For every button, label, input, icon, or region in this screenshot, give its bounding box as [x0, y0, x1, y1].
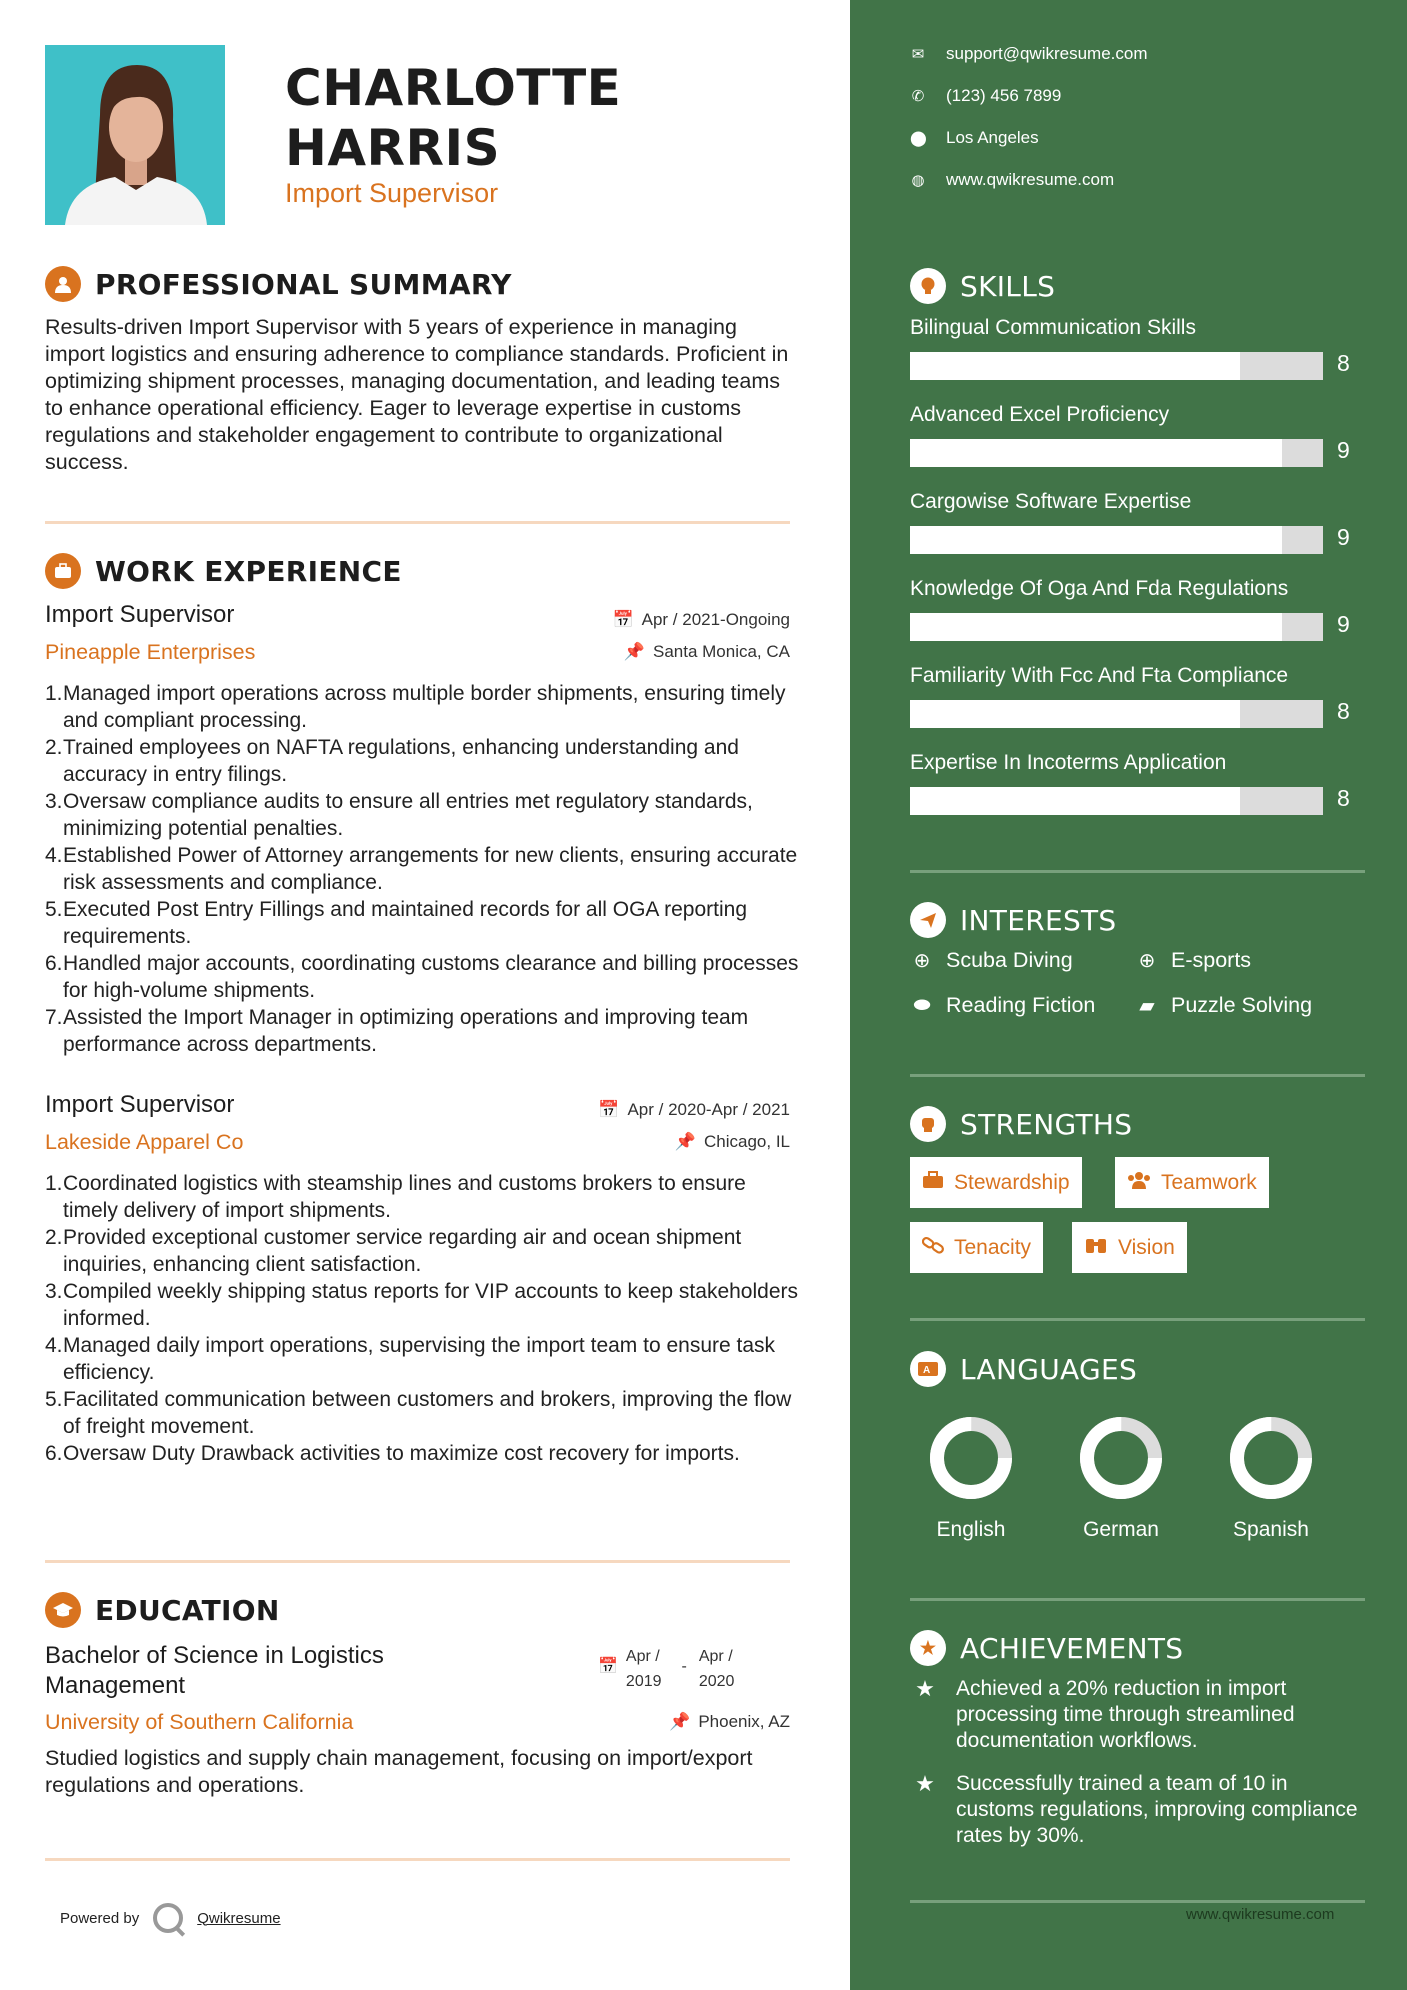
- profile-photo: [45, 45, 225, 225]
- interests-title: INTERESTS: [960, 903, 1117, 937]
- language-icon: [910, 1351, 946, 1387]
- skill-label: Familiarity With Fcc And Fta Compliance: [910, 664, 1289, 687]
- job-bullets: [45, 1170, 805, 1467]
- school-name: University of Southern California: [45, 1710, 354, 1734]
- skill-bar-fill: [910, 613, 1282, 641]
- job-company: Pineapple Enterprises: [45, 640, 256, 664]
- pin-icon: 📌: [674, 1132, 696, 1151]
- summary-title: PROFESSIONAL SUMMARY: [95, 267, 512, 301]
- job-bullets: [45, 680, 805, 1058]
- languages-heading: [910, 1351, 1137, 1387]
- section-divider: [910, 1074, 1365, 1077]
- gamepad-icon: ⬬: [913, 994, 931, 1016]
- language-donut: [1196, 1412, 1346, 1509]
- language-label: English: [936, 1518, 1006, 1541]
- skill-bar-fill: [910, 439, 1282, 467]
- job-company: Lakeside Apparel Co: [45, 1130, 244, 1154]
- contact-phone[interactable]: [910, 86, 1061, 106]
- globe-icon: ◍: [911, 172, 925, 189]
- user-icon: [45, 266, 81, 302]
- skill-bar: [910, 787, 1323, 815]
- list-item: 1. Coordinated logistics with steamship lines and customs brokers to ensure timely delivery of import shipments.: [45, 1172, 746, 1222]
- skill-value: 9: [1337, 437, 1350, 463]
- website-text: www.qwikresume.com: [946, 170, 1115, 189]
- skill-value: 8: [1337, 350, 1350, 376]
- achievement-text: Successfully trained a team of 10 in customs regulations, improving compliance rates by 30%.: [956, 1772, 1358, 1847]
- email-text: support@qwikresume.com: [946, 44, 1148, 63]
- list-item: 6. Handled major accounts, coordinating customs clearance and billing processes for high-volume shipments.: [45, 952, 799, 1002]
- users-icon: [1127, 1171, 1151, 1195]
- lifebuoy-icon: ⊕: [913, 950, 931, 972]
- experience-title: WORK EXPERIENCE: [95, 554, 402, 588]
- skill-label: Expertise In Incoterms Application: [910, 751, 1227, 774]
- job-location: [624, 642, 790, 662]
- contact-location: [910, 128, 1039, 148]
- job-date: [598, 1100, 790, 1120]
- education-location: [669, 1712, 790, 1732]
- location-text: Los Angeles: [946, 128, 1039, 147]
- experience-heading: [45, 553, 402, 589]
- list-item: 2. Provided exceptional customer service regarding air and ocean shipment inquiries, enhancing client satisfaction.: [45, 1226, 742, 1276]
- strength-badge: [1115, 1157, 1269, 1208]
- education-description: Studied logistics and supply chain management, focusing on import/export regulations and operations.: [45, 1746, 753, 1797]
- job-date-text: Apr / 2021-Ongoing: [641, 610, 790, 629]
- paper-plane-icon: [910, 902, 946, 938]
- link-icon: [922, 1236, 944, 1260]
- calendar-icon: 📅: [612, 610, 634, 629]
- strength-label: Teamwork: [1161, 1170, 1257, 1194]
- skill-bar: [910, 352, 1323, 380]
- list-item: 1. Managed import operations across multiple border shipments, ensuring timely and compliant processing.: [45, 682, 786, 732]
- interest-item: [910, 993, 1095, 1018]
- education-title: EDUCATION: [95, 1593, 280, 1627]
- list-item: 5. Executed Post Entry Fillings and maintained records for all OGA reporting requirements.: [45, 898, 747, 948]
- education-date-end: Apr / 2020: [698, 1648, 735, 1690]
- language-donut: [1046, 1412, 1196, 1509]
- interest-item: [1135, 948, 1251, 973]
- skill-label: Advanced Excel Proficiency: [910, 403, 1170, 426]
- briefcase-icon: [45, 553, 81, 589]
- skills-heading: [910, 268, 1055, 304]
- interest-label: Scuba Diving: [946, 948, 1073, 972]
- envelope-icon: ✉: [911, 46, 925, 63]
- contact-email[interactable]: [910, 44, 1148, 64]
- interest-item: [910, 948, 1073, 973]
- skill-label: Knowledge Of Oga And Fda Regulations: [910, 577, 1289, 600]
- strength-badge: [910, 1157, 1082, 1208]
- list-item: 4. Managed daily import operations, supervising the import team to ensure task efficiency.: [45, 1334, 776, 1384]
- education-heading: [45, 1592, 280, 1628]
- job-date-text: Apr / 2020-Apr / 2021: [627, 1100, 790, 1119]
- skill-bar-fill: [910, 352, 1240, 380]
- language-label: German: [1083, 1518, 1159, 1541]
- powered-by-text: Powered by: [60, 1909, 140, 1927]
- language-label: Spanish: [1233, 1518, 1309, 1541]
- job-date: [612, 610, 790, 630]
- phone-text: (123) 456 7899: [946, 86, 1062, 105]
- star-badge-icon: ★: [910, 1630, 946, 1666]
- skill-bar: [910, 526, 1323, 554]
- job-location-text: Chicago, IL: [704, 1132, 790, 1151]
- strength-badge: [1072, 1222, 1187, 1273]
- powered-by: [60, 1903, 281, 1933]
- lightbulb-icon: [910, 268, 946, 304]
- skill-value: 9: [1337, 611, 1350, 637]
- strength-badge: [910, 1222, 1043, 1273]
- degree-line-1: Bachelor of Science in Logistics: [45, 1642, 384, 1669]
- job-title: Import Supervisor: [45, 601, 235, 628]
- list-item: 7. Assisted the Import Manager in optimizing operations and improving team performance across departments.: [45, 1006, 749, 1056]
- interest-label: Puzzle Solving: [1171, 993, 1313, 1017]
- pin-icon: 📌: [669, 1712, 691, 1731]
- qwikresume-link[interactable]: Qwikresume: [197, 1909, 281, 1927]
- section-divider: [910, 1900, 1365, 1903]
- calendar-icon: 📅: [598, 1100, 620, 1119]
- name-line-1: CHARLOTTE: [285, 59, 622, 117]
- interest-label: E-sports: [1171, 948, 1252, 972]
- strength-label: Stewardship: [954, 1170, 1070, 1194]
- education-date: [598, 1644, 734, 1694]
- list-item: 5. Facilitated communication between customers and brokers, improving the flow of freight movement.: [45, 1388, 792, 1438]
- candidate-name: [285, 58, 621, 178]
- date-separator: -: [681, 1658, 687, 1675]
- candidate-title: Import Supervisor: [285, 178, 499, 208]
- binoculars-icon: [1084, 1235, 1108, 1261]
- skill-value: 8: [1337, 785, 1350, 811]
- language-donut: [896, 1412, 1046, 1509]
- section-divider: [45, 1858, 790, 1861]
- calendar-icon: 📅: [598, 1658, 618, 1675]
- list-item: 2. Trained employees on NAFTA regulations, enhancing understanding and accuracy in entry filings.: [45, 736, 739, 786]
- skill-bar: [910, 439, 1323, 467]
- contact-website[interactable]: [910, 170, 1114, 190]
- skill-label: Bilingual Communication Skills: [910, 316, 1196, 339]
- graduation-cap-icon: [45, 1592, 81, 1628]
- achievement-text: Achieved a 20% reduction in import processing time through streamlined documentation workflows.: [956, 1677, 1295, 1752]
- qwikresume-logo-icon: [153, 1903, 183, 1933]
- summary-heading: [45, 266, 512, 302]
- list-item: 3. Oversaw compliance audits to ensure all entries met regulatory standards, minimizing potential penalties.: [45, 790, 753, 840]
- fist-icon: [910, 1106, 946, 1142]
- skill-bar-fill: [910, 787, 1240, 815]
- section-divider: [45, 521, 790, 524]
- strengths-heading: [910, 1106, 1132, 1142]
- interest-label: Reading Fiction: [946, 993, 1096, 1017]
- list-item: 4. Established Power of Attorney arrangements for new clients, ensuring accurate risk assessments and compliance.: [45, 844, 798, 894]
- degree-title: [45, 1641, 384, 1701]
- list-item: 3. Compiled weekly shipping status reports for VIP accounts to keep stakeholders informed.: [45, 1280, 798, 1330]
- summary-text: Results-driven Import Supervisor with 5 years of experience in managing import logistics and ensuring adherence to compliance standards. Proficient in optimizing shipment processes, managing documentation, and leading teams to enhance operational efficiency. Eager to leverage expertise in customs regulations and stakeholder engagement to contribute to organizational success.: [45, 315, 789, 474]
- job-location-text: Santa Monica, CA: [652, 642, 790, 661]
- book-icon: ▰: [1139, 995, 1155, 1017]
- pin-icon: 📌: [623, 642, 645, 661]
- skill-bar-fill: [910, 700, 1240, 728]
- skill-value: 9: [1337, 524, 1350, 550]
- briefcase-icon: [922, 1171, 944, 1195]
- footer-url[interactable]: www.qwikresume.com: [1186, 1906, 1335, 1923]
- achievement-item: [910, 1771, 1370, 1849]
- lifebuoy-icon: ⊕: [1138, 950, 1156, 972]
- map-marker-icon: ⬤: [910, 130, 927, 147]
- skill-value: 8: [1337, 698, 1350, 724]
- strength-label: Vision: [1118, 1235, 1175, 1259]
- shooting-star-icon: ★: [915, 1676, 935, 1701]
- svg-text:A: A: [923, 1365, 931, 1376]
- achievements-heading: [910, 1630, 1183, 1666]
- languages-title: LANGUAGES: [960, 1352, 1138, 1386]
- skill-bar-fill: [910, 526, 1282, 554]
- skill-bar: [910, 700, 1323, 728]
- section-divider: [910, 1318, 1365, 1321]
- skill-label: Cargowise Software Expertise: [910, 490, 1192, 513]
- name-line-2: HARRIS: [285, 119, 501, 177]
- shooting-star-icon: ★: [915, 1771, 935, 1796]
- achievement-item: [910, 1676, 1370, 1754]
- job-title: Import Supervisor: [45, 1091, 235, 1118]
- strength-label: Tenacity: [954, 1235, 1032, 1259]
- achievements-title: ACHIEVEMENTS: [960, 1631, 1184, 1665]
- education-date-start: Apr / 2019: [625, 1648, 662, 1690]
- interest-item: [1135, 993, 1312, 1018]
- list-item: 6. Oversaw Duty Drawback activities to maximize cost recovery for imports.: [45, 1442, 740, 1465]
- section-divider: [910, 1598, 1365, 1601]
- strengths-title: STRENGTHS: [960, 1107, 1133, 1141]
- phone-icon: ✆: [911, 88, 925, 105]
- skill-bar: [910, 613, 1323, 641]
- section-divider: [910, 870, 1365, 873]
- education-location-text: Phoenix, AZ: [698, 1712, 790, 1731]
- interests-heading: [910, 902, 1117, 938]
- section-divider: [45, 1560, 790, 1563]
- skills-title: SKILLS: [960, 269, 1056, 303]
- degree-line-2: Management: [45, 1672, 186, 1699]
- job-location: [675, 1132, 790, 1152]
